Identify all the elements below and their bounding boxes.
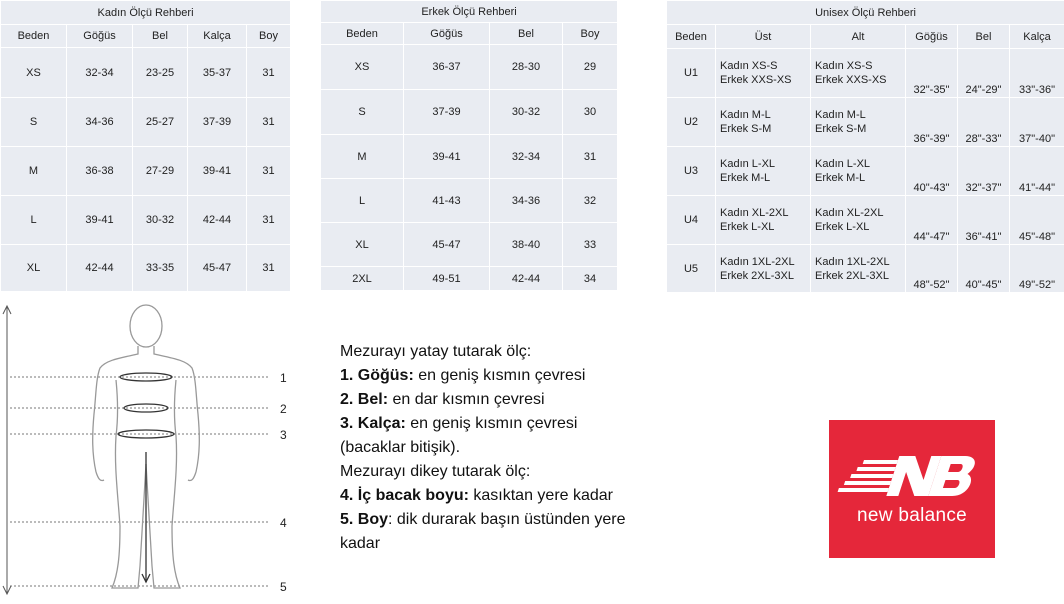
unisex-table-title: Unisex Ölçü Rehberi: [667, 1, 1064, 25]
table-cell: 30: [563, 90, 618, 135]
new-balance-logo: [829, 420, 995, 558]
table-cell: 45-47: [188, 245, 247, 292]
ust-line: Erkek 2XL-3XL: [720, 269, 810, 283]
alt-line: Kadın L-XL: [815, 157, 905, 171]
alt-line: Erkek XXS-XS: [815, 73, 905, 87]
table-cell: XS: [1, 48, 67, 98]
table-cell: 34-36: [490, 179, 563, 223]
waist-text: en dar kısmın çevresi: [388, 391, 545, 408]
hip-instruction: [340, 412, 700, 436]
table-cell: 32-34: [490, 135, 563, 179]
height-note: kadar: [340, 532, 700, 556]
table-row: [321, 135, 618, 179]
waist-instruction: [340, 388, 700, 412]
table-cell: 34: [563, 267, 618, 291]
table-row: [1, 245, 291, 292]
table-cell: 2XL: [321, 267, 404, 291]
table-row: [667, 98, 1064, 147]
table-cell: 49"-52": [1010, 245, 1064, 293]
table-cell: [716, 49, 811, 98]
inseam-label: 4. İç bacak boyu:: [340, 487, 469, 504]
unisex-header-bel: Bel: [958, 25, 1010, 49]
table-row: [667, 245, 1064, 293]
table-cell: 42-44: [490, 267, 563, 291]
table-cell: 40"-45": [958, 245, 1010, 293]
unisex-size-table: [666, 0, 1064, 293]
table-row: [1, 147, 291, 196]
ust-line: Kadın XS-S: [720, 59, 810, 73]
ust-line: Erkek L-XL: [720, 220, 810, 234]
erkek-header-beden: Beden: [321, 23, 404, 45]
table-cell: 33: [563, 223, 618, 267]
table-cell: 33"-36": [1010, 49, 1064, 98]
table-cell: L: [1, 196, 67, 245]
table-row: [667, 49, 1064, 98]
table-cell: 36-37: [404, 45, 490, 90]
table-cell: 45"-48": [1010, 196, 1064, 245]
kadin-header-bel: Bel: [133, 25, 188, 48]
table-row: [321, 90, 618, 135]
table-cell: 32"-35": [906, 49, 958, 98]
alt-line: Kadın M-L: [815, 108, 905, 122]
table-cell: 37-39: [404, 90, 490, 135]
table-cell: 41"-44": [1010, 147, 1064, 196]
table-cell: 44"-47": [906, 196, 958, 245]
waist-label: 2. Bel:: [340, 391, 388, 408]
table-cell: XL: [1, 245, 67, 292]
table-cell: U4: [667, 196, 716, 245]
erkek-header-boy: Boy: [563, 23, 618, 45]
alt-line: Erkek L-XL: [815, 220, 905, 234]
table-row: [321, 179, 618, 223]
height-text: : dik durarak başın üstünden yere: [388, 511, 625, 528]
marker-2: 2: [280, 402, 287, 416]
table-cell: 42-44: [67, 245, 133, 292]
table-cell: S: [321, 90, 404, 135]
table-cell: [716, 147, 811, 196]
table-cell: [811, 49, 906, 98]
table-cell: U5: [667, 245, 716, 293]
table-cell: L: [321, 179, 404, 223]
table-cell: 36"-39": [906, 98, 958, 147]
table-cell: 35-37: [188, 48, 247, 98]
table-cell: [716, 245, 811, 293]
table-cell: [811, 196, 906, 245]
table-cell: 32: [563, 179, 618, 223]
erkek-header-bel: Bel: [490, 23, 563, 45]
chest-instruction: [340, 364, 700, 388]
table-cell: U1: [667, 49, 716, 98]
table-cell: 37"-40": [1010, 98, 1064, 147]
table-cell: 31: [247, 196, 291, 245]
erkek-table-title: Erkek Ölçü Rehberi: [321, 1, 618, 23]
table-cell: 30-32: [490, 90, 563, 135]
ust-line: Erkek M-L: [720, 171, 810, 185]
table-cell: 39-41: [404, 135, 490, 179]
table-cell: 31: [247, 98, 291, 147]
unisex-header-beden: Beden: [667, 25, 716, 49]
table-row: [1, 98, 291, 147]
table-cell: 27-29: [133, 147, 188, 196]
table-cell: 36-38: [67, 147, 133, 196]
table-cell: 33-35: [133, 245, 188, 292]
table-cell: S: [1, 98, 67, 147]
chest-text: en geniş kısmın çevresi: [414, 367, 586, 384]
unisex-header-ust: Üst: [716, 25, 811, 49]
table-cell: 25-27: [133, 98, 188, 147]
table-cell: 23-25: [133, 48, 188, 98]
hip-note: (bacaklar bitişik).: [340, 436, 700, 460]
erkek-header-gogus: Göğüs: [404, 23, 490, 45]
alt-line: Kadın 1XL-2XL: [815, 255, 905, 269]
table-row: [1, 196, 291, 245]
kadin-header-beden: Beden: [1, 25, 67, 48]
hip-label: 3. Kalça:: [340, 415, 406, 432]
unisex-header-kalca: Kalça: [1010, 25, 1064, 49]
table-cell: 45-47: [404, 223, 490, 267]
table-cell: 48"-52": [906, 245, 958, 293]
measure-tape-icon: [118, 373, 174, 582]
table-cell: 28"-33": [958, 98, 1010, 147]
table-row: [667, 196, 1064, 245]
body-measurement-figure-icon: [0, 296, 300, 599]
table-cell: [811, 98, 906, 147]
table-cell: 30-32: [133, 196, 188, 245]
height-label: 5. Boy: [340, 511, 388, 528]
kadin-size-table: [0, 0, 291, 292]
horizontal-intro: Mezurayı yatay tutarak ölç:: [340, 340, 700, 364]
table-cell: [811, 245, 906, 293]
marker-1: 1: [280, 371, 287, 385]
table-row: [321, 223, 618, 267]
table-cell: 49-51: [404, 267, 490, 291]
table-cell: 36"-41": [958, 196, 1010, 245]
ust-line: Erkek S-M: [720, 122, 810, 136]
kadin-header-boy: Boy: [247, 25, 291, 48]
table-cell: 40"-43": [906, 147, 958, 196]
table-cell: 32"-37": [958, 147, 1010, 196]
table-cell: [716, 98, 811, 147]
alt-line: Erkek 2XL-3XL: [815, 269, 905, 283]
ust-line: Kadın M-L: [720, 108, 810, 122]
table-cell: 41-43: [404, 179, 490, 223]
table-cell: 32-34: [67, 48, 133, 98]
chest-label: 1. Göğüs:: [340, 367, 414, 384]
table-cell: XS: [321, 45, 404, 90]
table-cell: 39-41: [67, 196, 133, 245]
new-balance-nb-logo-icon: [829, 420, 995, 500]
table-row: [321, 267, 618, 291]
vertical-intro: Mezurayı dikey tutarak ölç:: [340, 460, 700, 484]
table-cell: M: [321, 135, 404, 179]
table-cell: 39-41: [188, 147, 247, 196]
erkek-size-table: [320, 0, 618, 291]
table-row: [321, 45, 618, 90]
alt-line: Erkek S-M: [815, 122, 905, 136]
table-row: [1, 48, 291, 98]
ust-line: Kadın L-XL: [720, 157, 810, 171]
inseam-text: kasıktan yere kadar: [469, 487, 613, 504]
table-cell: [811, 147, 906, 196]
hip-text: en geniş kısmın çevresi: [406, 415, 578, 432]
ust-line: Erkek XXS-XS: [720, 73, 810, 87]
marker-4: 4: [280, 516, 287, 530]
table-cell: 31: [247, 245, 291, 292]
kadin-header-kalca: Kalça: [188, 25, 247, 48]
table-cell: XL: [321, 223, 404, 267]
measurement-instructions: [340, 340, 700, 556]
alt-line: Kadın XS-S: [815, 59, 905, 73]
table-cell: 31: [247, 48, 291, 98]
table-cell: 34-36: [67, 98, 133, 147]
alt-line: Kadın XL-2XL: [815, 206, 905, 220]
kadin-header-gogus: Göğüs: [67, 25, 133, 48]
unisex-header-gogus: Göğüs: [906, 25, 958, 49]
ust-line: Kadın XL-2XL: [720, 206, 810, 220]
table-cell: M: [1, 147, 67, 196]
kadin-table-title: Kadın Ölçü Rehberi: [1, 1, 291, 25]
table-cell: U3: [667, 147, 716, 196]
marker-5: 5: [280, 580, 287, 594]
table-cell: 37-39: [188, 98, 247, 147]
marker-3: 3: [280, 428, 287, 442]
table-cell: [716, 196, 811, 245]
table-row: [667, 147, 1064, 196]
table-cell: U2: [667, 98, 716, 147]
table-cell: 38-40: [490, 223, 563, 267]
table-cell: 24"-29": [958, 49, 1010, 98]
table-cell: 31: [247, 147, 291, 196]
unisex-header-alt: Alt: [811, 25, 906, 49]
height-instruction: [340, 508, 700, 532]
alt-line: Erkek M-L: [815, 171, 905, 185]
table-cell: 42-44: [188, 196, 247, 245]
ust-line: Kadın 1XL-2XL: [720, 255, 810, 269]
table-cell: 28-30: [490, 45, 563, 90]
body-measurement-figure: [0, 296, 300, 599]
table-cell: 29: [563, 45, 618, 90]
inseam-instruction: [340, 484, 700, 508]
table-cell: 31: [563, 135, 618, 179]
new-balance-wordmark: new balance: [829, 505, 995, 527]
